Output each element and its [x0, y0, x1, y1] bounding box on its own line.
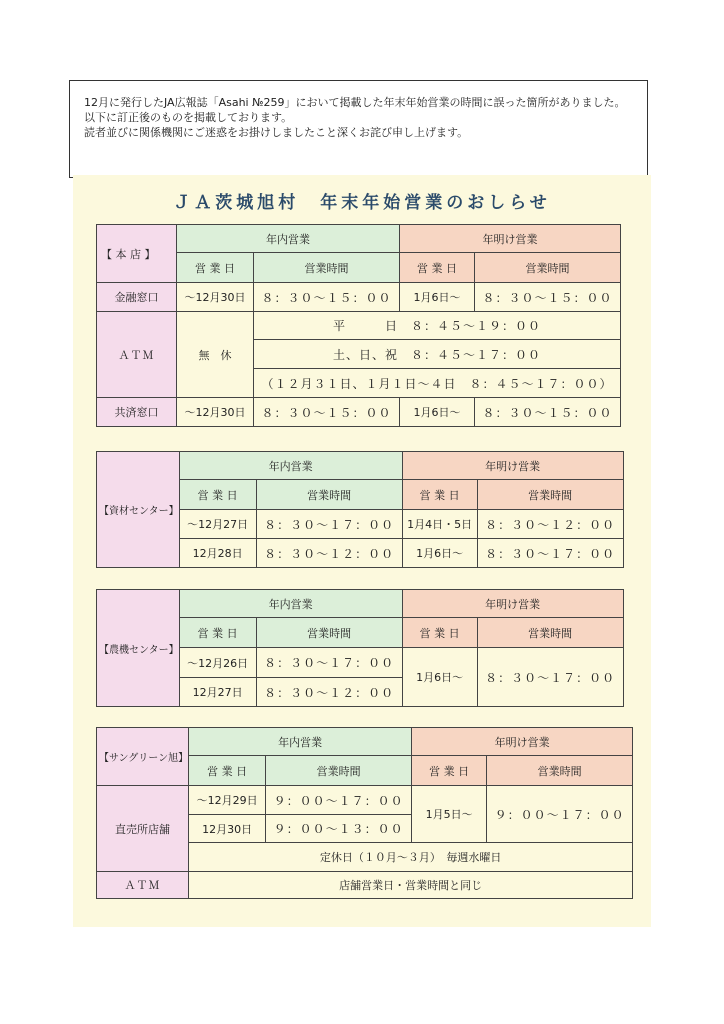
kyosai-new-day: 1月6日～	[400, 398, 475, 427]
day-header: 営 業 日	[179, 480, 256, 510]
day-header: 営 業 日	[400, 253, 475, 283]
shizai-table	[96, 451, 624, 568]
year-end-header: 年内営業	[177, 225, 400, 253]
store-new-day: 1月5日～	[412, 786, 487, 843]
shizai-end-day-1: ～12月27日	[179, 510, 256, 539]
notice-line-2: 以下に訂正後のものを掲載しております。	[84, 111, 293, 124]
store-end-hours-2: ９：００～１３：００	[266, 815, 412, 843]
new-year-header: 年明け営業	[402, 452, 623, 480]
day-header: 営 業 日	[412, 756, 487, 786]
sungreen-table	[96, 727, 633, 899]
atm-weekday: 平 日 ８：４５～１９：００	[254, 312, 621, 340]
shizai-new-hours-2: ８：３０～１７：００	[477, 539, 623, 568]
day-header: 営 業 日	[177, 253, 254, 283]
new-year-header: 年明け営業	[412, 728, 633, 756]
atm-holiday: （１２月３１日、１月１日～４日 ８：４５～１７：００）	[254, 369, 621, 398]
notice-line-3: 読者並びに関係機関にご迷惑をお掛けしましたこと深くお詫び申し上げます。	[84, 126, 469, 139]
shizai-new-day-2: 1月6日～	[402, 539, 477, 568]
shizai-end-hours-2: ８：３０～１２：００	[256, 539, 402, 568]
honten-label: 【 本 店 】	[97, 225, 177, 283]
shizai-end-hours-1: ８：３０～１７：００	[256, 510, 402, 539]
shizai-new-day-1: 1月4日・5日	[402, 510, 477, 539]
sungreen-label: 【サングリーン旭】	[97, 728, 189, 786]
hours-header: 営業時間	[254, 253, 400, 283]
day-header: 営 業 日	[402, 618, 477, 648]
noki-label: 【農機センター】	[97, 590, 180, 707]
hours-header: 営業時間	[477, 480, 623, 510]
honten-table	[96, 224, 621, 427]
day-header: 営 業 日	[402, 480, 477, 510]
atm-weekend: 土、日、祝 ８：４５～１７：００	[254, 340, 621, 369]
hours-header: 営業時間	[266, 756, 412, 786]
kinyu-end-hours: ８：３０～１５：００	[254, 283, 400, 312]
kyosai-end-day: ～12月30日	[177, 398, 254, 427]
year-end-header: 年内営業	[189, 728, 412, 756]
sungreen-atm-label: ＡＴＭ	[97, 872, 189, 899]
kyosai-end-hours: ８：３０～１５：００	[254, 398, 400, 427]
noki-end-day-1: ～12月26日	[179, 648, 256, 678]
new-year-header: 年明け営業	[400, 225, 621, 253]
notice-line-1: 12月に発行したJA広報誌「Asahi №259」において掲載した年末年始営業の時間に誤った箇所がありました。	[84, 96, 626, 109]
kinyu-label: 金融窓口	[97, 283, 177, 312]
day-header: 営 業 日	[179, 618, 256, 648]
year-end-header: 年内営業	[179, 590, 402, 618]
correction-notice	[69, 80, 648, 178]
noki-new-hours: ８：３０～１７：００	[477, 648, 623, 707]
store-end-day-2: 12月30日	[189, 815, 266, 843]
kyosai-label: 共済窓口	[97, 398, 177, 427]
hours-header: 営業時間	[487, 756, 633, 786]
year-end-header: 年内営業	[179, 452, 402, 480]
noki-end-hours-1: ８：３０～１７：００	[256, 648, 402, 678]
store-new-hours: ９：００～１７：００	[487, 786, 633, 843]
atm-closed: 無 休	[177, 312, 254, 398]
noki-new-day: 1月6日～	[402, 648, 477, 707]
closed-day-note: 定休日（１０月～３月） 毎週水曜日	[189, 843, 633, 872]
noki-table	[96, 589, 624, 707]
new-year-header: 年明け営業	[402, 590, 623, 618]
atm-label: ＡＴＭ	[97, 312, 177, 398]
sungreen-atm-note: 店舗営業日・営業時間と同じ	[189, 872, 633, 899]
noki-end-hours-2: ８：３０～１２：００	[256, 678, 402, 707]
kyosai-new-hours: ８：３０～１５：００	[475, 398, 621, 427]
noki-end-day-2: 12月27日	[179, 678, 256, 707]
page-title: ＪＡ茨城旭村 年末年始営業のおしらせ	[173, 193, 551, 213]
store-label: 直売所店舗	[97, 786, 189, 872]
hours-header: 営業時間	[256, 480, 402, 510]
kinyu-new-hours: ８：３０～１５：００	[475, 283, 621, 312]
store-end-day-1: ～12月29日	[189, 786, 266, 815]
shizai-new-hours-1: ８：３０～１２：００	[477, 510, 623, 539]
hours-header: 営業時間	[475, 253, 621, 283]
store-end-hours-1: ９：００～１７：００	[266, 786, 412, 815]
kinyu-new-day: 1月6日～	[400, 283, 475, 312]
day-header: 営 業 日	[189, 756, 266, 786]
hours-header: 営業時間	[256, 618, 402, 648]
hours-header: 営業時間	[477, 618, 623, 648]
shizai-end-day-2: 12月28日	[179, 539, 256, 568]
shizai-label: 【資材センター】	[97, 452, 180, 568]
kinyu-end-day: ～12月30日	[177, 283, 254, 312]
